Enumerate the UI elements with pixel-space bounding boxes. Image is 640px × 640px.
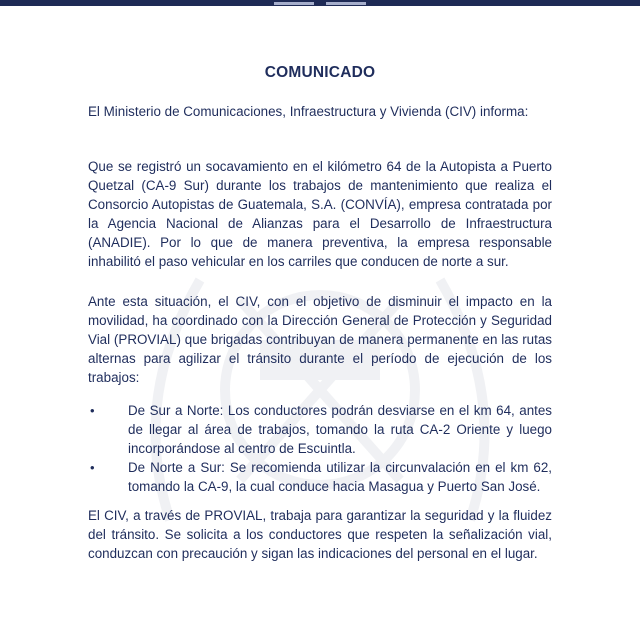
logo-mark-left [274, 2, 314, 5]
route-item-north-south [88, 458, 552, 496]
bullet-icon: • [90, 403, 95, 418]
alternate-routes-list [88, 401, 552, 496]
incident-paragraph: Que se registró un socavamiento en el kilómetro 64 de la Autopista a Puerto Quetzal (CA-9 Sur) durante los trabajos de mantenimiento que realiza el Consorcio Autopistas de Guatemala, S.A. (CONVÍA), empresa contratada por la Agencia Nacional de Alianzas para el Desarrollo de Infraestructura (ANADIE). Por lo que de manera preventiva, la empresa responsable inhabilitó el paso vehicular en los carriles que conducen de norte a sur. [88, 159, 552, 269]
route-item-south-north [88, 401, 552, 458]
coordination-paragraph: Ante esta situación, el CIV, con el objetivo de disminuir el impacto en la movilidad, ha coordinado con la Dirección General de Protección y Seguridad Vial (PROVIAL) que brigadas contribuyan de manera permanente en las rutas alternas para agilizar el tránsito durante el período de ejecución de los trabajos: [88, 294, 552, 385]
header-logo [230, 0, 410, 6]
route-text-north-south: De Norte a Sur: Se recomienda utilizar la circunvalación en el km 62, tomando la CA-9, la cual conduce hacia Masagua y Puerto San José. [128, 460, 552, 494]
document-title: COMUNICADO [264, 64, 376, 81]
intro-paragraph: El Ministerio de Comunicaciones, Infraestructura y Vivienda (CIV) informa: [88, 104, 529, 119]
logo-mark-right [326, 2, 366, 5]
closing-paragraph: El CIV, a través de PROVIAL, trabaja para garantizar la seguridad y la fluidez del tránsito. Se solicita a los conductores que respeten la señalización vial, conduzcan con precaución y sigan las indicaciones del personal en el lugar. [88, 508, 552, 561]
route-text-south-north: De Sur a Norte: Los conductores podrán desviarse en el km 64, antes de llegar al área de trabajos, tomando la ruta CA-2 Oriente y luego incorporándose al centro de Escuintla. [128, 403, 552, 456]
bullet-icon: • [90, 460, 95, 475]
